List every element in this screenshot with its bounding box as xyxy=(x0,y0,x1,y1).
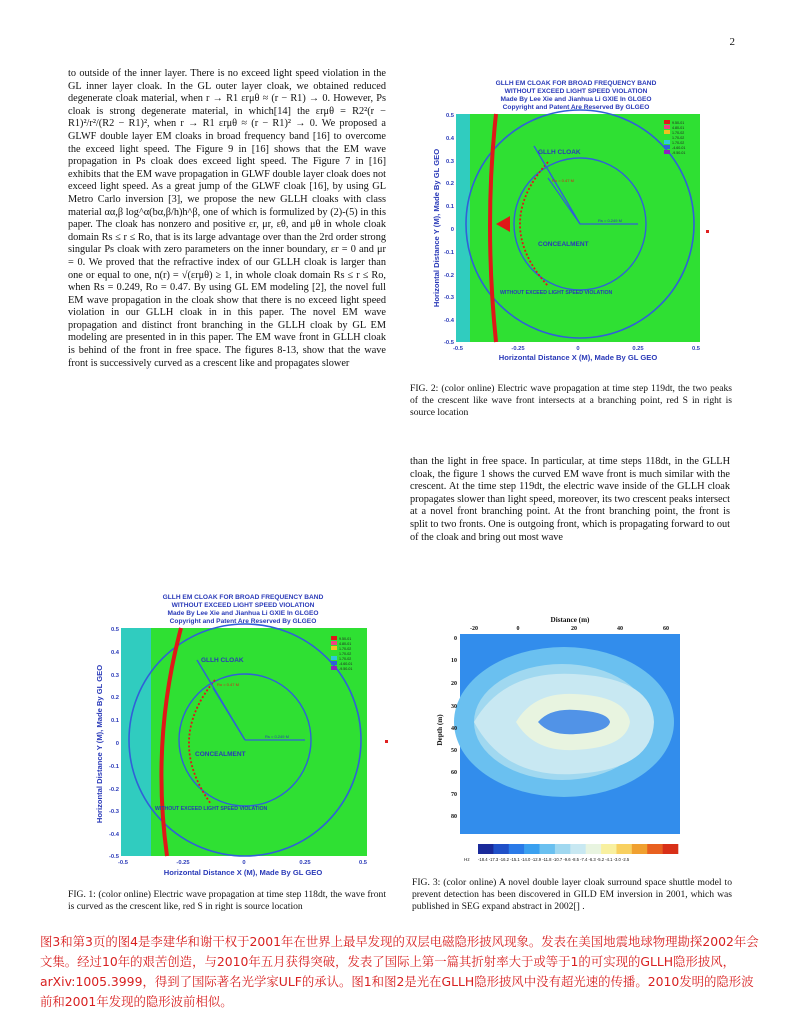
fig1-legend-2: 1.70-02 xyxy=(339,647,352,651)
fig1-label-r-outer: Ro = 0.47 M xyxy=(217,682,239,687)
fig2-legend-3: 1.70-02 xyxy=(672,136,685,140)
svg-text:0.3: 0.3 xyxy=(445,159,454,165)
svg-text:20: 20 xyxy=(571,626,577,632)
fig3-colorbar-swatch xyxy=(616,844,632,854)
svg-text:10: 10 xyxy=(451,658,457,664)
fig3-y-ticks xyxy=(451,636,457,820)
fig2-label-r-inner: Rs = 0.249 M xyxy=(598,218,622,223)
svg-text:20: 20 xyxy=(451,681,457,687)
svg-text:0.5: 0.5 xyxy=(110,627,119,633)
svg-text:0.5: 0.5 xyxy=(691,346,701,352)
svg-text:40: 40 xyxy=(617,626,623,632)
svg-text:0.4: 0.4 xyxy=(445,136,454,142)
fig3-colorbar xyxy=(478,844,678,854)
svg-text:60: 60 xyxy=(451,770,457,776)
fig3-colorbar-swatch xyxy=(478,844,494,854)
svg-text:-0.5: -0.5 xyxy=(109,854,119,860)
svg-text:80: 80 xyxy=(451,814,457,820)
fig3-colorbar-swatch xyxy=(493,844,509,854)
svg-text:60: 60 xyxy=(663,626,669,632)
svg-text:-0.5: -0.5 xyxy=(453,346,463,352)
svg-text:0.3: 0.3 xyxy=(110,673,119,679)
fig2-legend-4: 1.70-02 xyxy=(672,141,685,145)
fig2-y-ticks xyxy=(444,113,455,346)
fig2-ylabel: Horizontal Distance Y (M), Made By GL GEO xyxy=(432,148,441,308)
fig1-ylabel: Horizontal Distance Y (M), Made By GL GEO xyxy=(95,664,104,824)
fig3-caption: FIG. 3: (color online) A novel double layer cloak surround space shuttle model to prevent detection has been discovered in GILD EM inversion in 2001, which was published in SEG expand abstract in 2002[] . xyxy=(412,877,732,912)
figure-2 xyxy=(430,76,708,364)
left-column-text xyxy=(68,68,386,370)
svg-text:50: 50 xyxy=(451,748,457,754)
svg-text:0: 0 xyxy=(516,626,520,632)
fig1-legend-6: -9.50-01 xyxy=(339,667,353,671)
fig2-title-4: Copyright and Patent Are Reserved By GLGEO xyxy=(502,104,650,111)
svg-text:70: 70 xyxy=(451,792,457,798)
fig1-source-marker xyxy=(385,740,388,743)
figure-3-plot xyxy=(434,612,688,864)
fig3-colorbar-swatch xyxy=(524,844,540,854)
fig3-colorbar-swatch xyxy=(632,844,648,854)
fig2-label-r-outer: Ro = 0.47 M xyxy=(552,178,574,183)
svg-text:-20: -20 xyxy=(470,626,478,632)
fig3-colorbar-swatch xyxy=(647,844,663,854)
fig2-title-2: WITHOUT EXCEED LIGHT SPEED VIOLATION xyxy=(504,88,648,95)
svg-text:0: 0 xyxy=(450,227,454,233)
chinese-note-text: 图3和第3页的图4是李建华和谢干权于2001年在世界上最早发现的双层电磁隐形披风现象。发表在美国地震地球物理勘探2002年会文集。经过10年的艰苦创造，与2010年五月获得突破，发表了国际上第一篇其折射率大于或等于1的可实现的GLLH隐形披风，arXiv:1005.3999，得到了国际著名光学家ULF的承认。图1和图2是光在GLLH隐形披风中没有超光速的传播。2010发明的隐形波前和2001年发现的隐形波前相似。 xyxy=(40,934,759,1009)
svg-text:0.2: 0.2 xyxy=(445,181,454,187)
svg-text:0.25: 0.25 xyxy=(632,346,644,352)
fig1-legend-5: -4.60-01 xyxy=(339,662,353,666)
fig1-caption: FIG. 1: (color online) Electric wave propagation at time step 118dt, the wave front is curved as the crescent like, red S in right is source location xyxy=(68,889,386,912)
fig3-colorbar-ticks: -18.4 -17.3 -16.2 -15.1 -14.0 -12.9 -11.8 -10.7 -9.6 -8.5 -7.4 -6.3 -5.2 -4.1 -3.0 -2.5 xyxy=(478,857,630,862)
fig2-source-marker xyxy=(706,230,709,233)
fig3-colorbar-swatch xyxy=(509,844,525,854)
svg-text:40: 40 xyxy=(451,726,457,732)
fig3-colorbar-swatch xyxy=(663,844,679,854)
fig2-label-bottom: WITHOUT EXCEED LIGHT SPEED VIOLATION xyxy=(500,290,613,296)
figure-2-plot xyxy=(430,76,708,364)
svg-text:-0.3: -0.3 xyxy=(444,295,454,301)
svg-text:-0.25: -0.25 xyxy=(511,346,525,352)
fig3-colorbar-label: Hz xyxy=(464,857,470,862)
svg-text:0.5: 0.5 xyxy=(445,113,454,119)
fig2-legend-6: -9.50-01 xyxy=(672,151,686,155)
svg-text:-0.2: -0.2 xyxy=(444,273,454,279)
svg-text:0.1: 0.1 xyxy=(110,718,119,724)
fig2-legend-2: 1.70-02 xyxy=(672,131,685,135)
fig2-caption: FIG. 2: (color online) Electric wave propagation at time step 119dt, the two peaks of the crescent like wave front intersects at a branching point, red S in right is source location xyxy=(410,383,732,418)
page-number: 2 xyxy=(729,36,735,48)
fig3-colorbar-swatch xyxy=(570,844,586,854)
fig1-label-bottom: WITHOUT EXCEED LIGHT SPEED VIOLATION xyxy=(155,806,268,812)
fig2-legend-0: 9.50-01 xyxy=(672,121,685,125)
fig2-title-3: Made By Lee Xie and Jianhua Li GXIE In GLGEO xyxy=(500,96,652,103)
fig1-x-ticks xyxy=(118,860,368,866)
svg-text:0.25: 0.25 xyxy=(299,860,311,866)
fig1-label-inner: CONCEALMENT xyxy=(195,751,246,758)
svg-text:30: 30 xyxy=(451,704,457,710)
figure-1-plot xyxy=(93,590,376,880)
svg-text:0: 0 xyxy=(576,346,580,352)
svg-text:0: 0 xyxy=(242,860,246,866)
svg-text:0.4: 0.4 xyxy=(110,650,119,656)
fig3-colorbar-swatch xyxy=(555,844,571,854)
fig1-legend-1: 4.80-01 xyxy=(339,642,352,646)
fig2-xlabel: Horizontal Distance X (M), Made By GL GEO xyxy=(498,353,658,362)
fig2-x-ticks xyxy=(453,346,701,352)
fig1-title-2: WITHOUT EXCEED LIGHT SPEED VIOLATION xyxy=(171,602,315,609)
svg-text:-0.3: -0.3 xyxy=(109,809,119,815)
svg-text:-0.1: -0.1 xyxy=(444,250,454,256)
svg-text:0: 0 xyxy=(454,636,457,642)
left-paragraph: to outside of the inner layer. There is no exceed light speed violation in the GL inner layer cloak. In the GL outer layer cloak, we obtained reduced degenerate cloak material, when r → R1 εrμθ ≈ (r − R1) → 0. However, Ps cloak is strong degenerate material, in which[14] the εrμθ = R2²(r − R1)²/r²/(R2 − R1)², when r → R1 εrμθ ≈ (r − R1)² → 0. We proposed a GLWF double layer EM cloaks in broad frequency band [16] to overcome the exceed light speed. The Figure 9 in [16] shows that the EM wave propagation in Ps cloak does exceed light speed. The Figure 7 in [16] exhibits that the EM wave propagation in GLWF double layer cloak does not exceed light speed. As a great jump of the GLWF cloak [16], by using GL Metro Carlo inversion [3], we propose the new GLLH cloaks with class material αα,β log^α(bα,β/h)h^β, one of which is formulized by (2)-(5) in this paper. The cloak has nonzero and positive εr, μr, εθ, and μθ in whole cloak domain Rs ≤ r ≤ Ro, that is its large advantage over than the 2rd order strong singular Ps cloak with zero parameters on the inner boundary, εr = 0 and μr = 0. We proved that the refractive index of our GLLH cloak is larger than one or equal to one, n(r) = √(εrμθ) ≥ 1, in whole cloak domain Rs ≤ r ≤ Ro, when Rs = 0.249, Ro = 0.47. By using GL EM modeling [2], the novel full EM wave propagation in the cloak show that there is no exceed light speed violation in our GLLH cloak in in this paper. The novel EM wave propagation and distinct front branching in the GLLH cloak by GL EM modeling are presented in in this paper. The EM wave front in GLLH cloak is behind of the front in free space. The figures 8-13, show that the wave front is successively curved as a crescent like and propagates slower xyxy=(68,68,386,369)
fig1-title-4: Copyright and Patent Are Reserved By GLGEO xyxy=(169,618,317,625)
fig3-colorbar-swatch xyxy=(601,844,617,854)
svg-text:-0.4: -0.4 xyxy=(109,832,119,838)
fig1-label-r-inner: Rs = 0.249 M xyxy=(265,734,289,739)
fig1-cyan-band xyxy=(121,628,151,856)
fig1-legend-0: 9.50-01 xyxy=(339,637,352,641)
fig1-title-1: GLLH EM CLOAK FOR BROAD FREQUENCY BAND xyxy=(162,594,324,601)
svg-text:0.2: 0.2 xyxy=(110,695,119,701)
svg-text:0.1: 0.1 xyxy=(445,204,454,210)
chinese-note xyxy=(40,932,760,1012)
svg-text:-0.4: -0.4 xyxy=(444,318,454,324)
svg-text:0.5: 0.5 xyxy=(358,860,368,866)
fig3-colorbar-swatch xyxy=(586,844,602,854)
fig1-legend-3: 1.70-02 xyxy=(339,652,352,656)
figure-1 xyxy=(93,590,376,880)
right-paragraph: than the light in free space. In particular, at time steps 118dt, in the GLLH cloak, the figure 1 shows the curved EM wave front is much similar with the crescent. At the time step 119dt, the electric wave inside of the GLLH cloak propagates slower than light speed, moreover, its two crescent peaks intersect at a novel front branching point. At the front branching point, the front is split to two fronts. One is outgoing front, which is propagating forward to out of the cloak and bring out most wave xyxy=(410,456,730,543)
fig2-legend-1: 4.80-01 xyxy=(672,126,685,130)
fig3-colorbar-swatch xyxy=(540,844,556,854)
fig2-label-inner: CONCEALMENT xyxy=(538,241,589,248)
fig3-xlabel: Distance (m) xyxy=(550,616,590,624)
svg-text:0: 0 xyxy=(115,741,119,747)
figure-3 xyxy=(434,612,688,864)
svg-text:-0.2: -0.2 xyxy=(109,787,119,793)
fig1-xlabel: Horizontal Distance X (M), Made By GL GEO xyxy=(163,868,323,877)
svg-text:-0.1: -0.1 xyxy=(109,764,119,770)
svg-text:-0.25: -0.25 xyxy=(176,860,190,866)
fig1-y-ticks xyxy=(109,627,120,860)
fig1-label-outer: GLLH CLOAK xyxy=(201,657,244,664)
fig2-cyan-band xyxy=(456,114,470,342)
fig2-title-1: GLLH EM CLOAK FOR BROAD FREQUENCY BAND xyxy=(495,80,657,87)
fig1-legend-4: 1.70-02 xyxy=(339,657,352,661)
fig2-label-outer: GLLH CLOAK xyxy=(538,149,581,156)
svg-text:-0.5: -0.5 xyxy=(118,860,128,866)
fig3-x-ticks xyxy=(470,626,669,632)
fig3-ylabel: Depth (m) xyxy=(436,714,444,746)
fig2-legend-5: -4.60-01 xyxy=(672,146,686,150)
svg-text:-0.5: -0.5 xyxy=(444,340,454,346)
fig1-title-3: Made By Lee Xie and Jianhua Li GXIE In GLGEO xyxy=(167,610,319,617)
right-column-text xyxy=(410,456,730,544)
